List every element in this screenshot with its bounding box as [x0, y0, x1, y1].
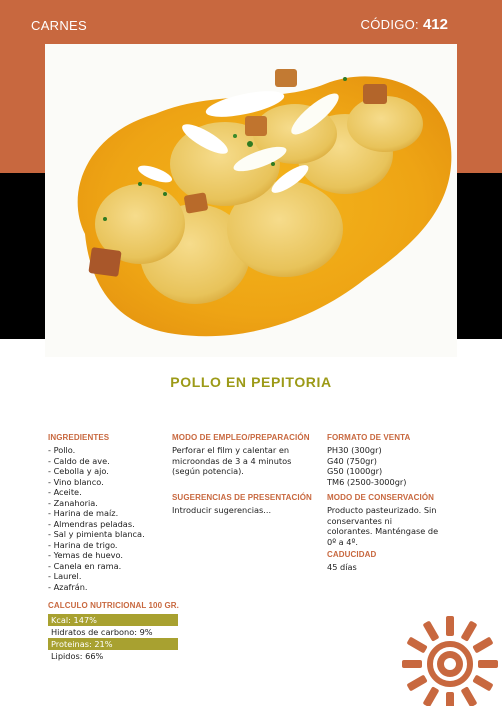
dish-illustration [45, 44, 457, 357]
sale-format-item: G50 (1000gr) [327, 466, 383, 476]
nutrition-title: CALCULO NUTRICIONAL 100 GR. [48, 601, 180, 610]
sale-format-item: PH30 (300gr) [327, 445, 382, 455]
usage-text: Perforar el film y calentar en microondas de 3 a 4 minutos (según potencia). [172, 445, 292, 476]
expiry-text: 45 días [327, 562, 357, 572]
nutrition-row-kcal: Kcal: 147% [48, 614, 178, 626]
ingredient-item: - Vino blanco. [48, 477, 163, 488]
ingredient-item: - Caldo de ave. [48, 456, 163, 467]
ingredient-item: - Laurel. [48, 571, 163, 582]
nutrition-row-carbs: Hidratos de carbono: 9% [51, 627, 153, 637]
nutrition-row-protein: Proteinas: 21% [48, 638, 178, 650]
product-title: POLLO EN PEPITORIA [170, 374, 332, 390]
ingredient-item: - Almendras peladas. [48, 519, 163, 530]
sale-format-list [327, 445, 457, 487]
ingredients-title: INGREDIENTES [48, 433, 110, 442]
dish-photo [45, 44, 457, 357]
product-code [361, 16, 448, 34]
ingredients-list [48, 445, 163, 592]
nutrition-row-lipids: Lipidos: 66% [51, 651, 104, 661]
sun-logo-icon [394, 606, 502, 706]
sale-format-title: FORMATO DE VENTA [327, 433, 411, 442]
ingredient-item: - Aceite. [48, 487, 163, 498]
ingredient-item: - Zanahoria. [48, 498, 163, 509]
suggestions-title: SUGERENCIAS DE PRESENTACIÓN [172, 493, 312, 502]
suggestions-text: Introducir sugerencias... [172, 505, 272, 515]
ingredient-item: - Azafrán. [48, 582, 163, 593]
ingredient-item: - Yemas de huevo. [48, 550, 163, 561]
ingredient-item: - Harina de trigo. [48, 540, 163, 551]
ingredient-item: - Cebolla y ajo. [48, 466, 163, 477]
code-label: CÓDIGO: [360, 17, 419, 32]
conservation-title: MODO DE CONSERVACIÓN [327, 493, 435, 502]
sale-format-item: TM6 (2500-3000gr) [327, 476, 407, 487]
expiry-title: CADUCIDAD [327, 550, 377, 559]
code-value: 412 [422, 16, 448, 33]
conservation-text: Producto pasteurizado. Sin conservantes ni colorantes. Manténgase de 0º a 4º. [327, 505, 439, 547]
ingredient-item: - Pollo. [48, 445, 163, 456]
usage-title: MODO DE EMPLEO/PREPARACIÓN [172, 433, 310, 442]
ingredient-item: - Canela en rama. [48, 561, 163, 572]
sale-format-item: G40 (750gr) [327, 455, 377, 466]
ingredient-item: - Harina de maíz. [48, 508, 163, 519]
category-label: CARNES [31, 18, 87, 33]
ingredient-item: - Sal y pimienta blanca. [48, 529, 163, 540]
